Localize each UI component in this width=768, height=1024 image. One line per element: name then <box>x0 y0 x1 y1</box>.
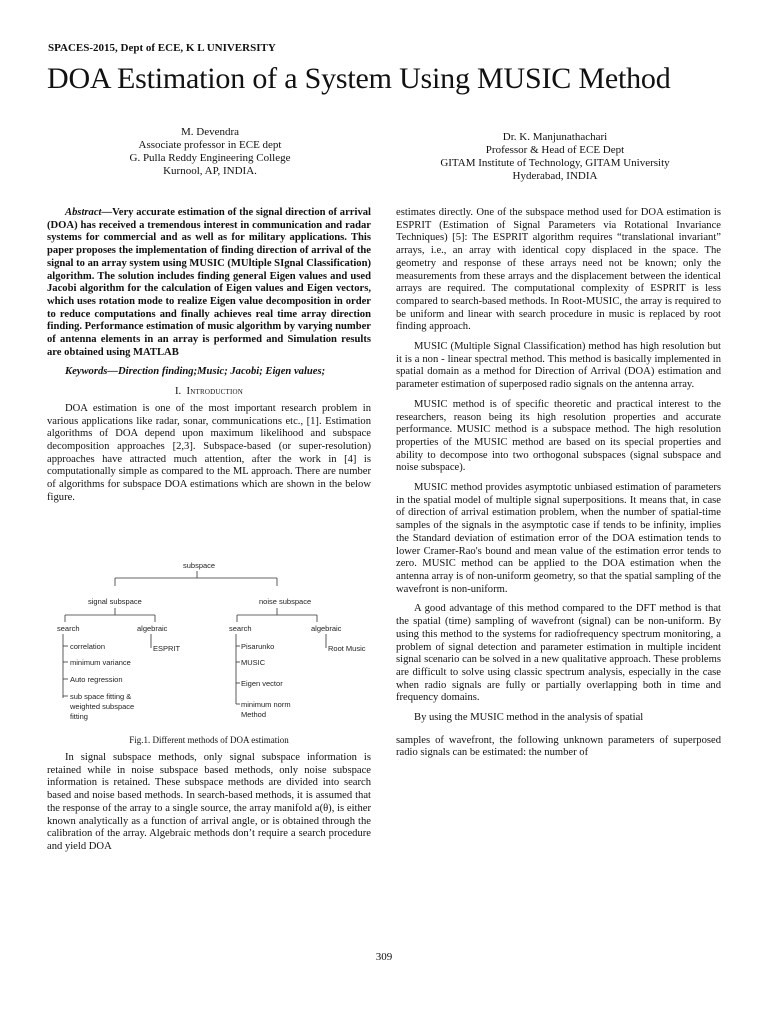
figure-item: correlation <box>70 642 106 651</box>
paragraph: MUSIC method is of specific theoretic and practical interest to the researchers, reason being its high resolution properties and accurate performance. MUSIC method is a subspace method. The high resolution properties of the MUSIC method are based on its special properties and ability to decompose into two orthogonal subspaces (signal subspace and noise subspace). <box>396 398 721 474</box>
figure-node-noise-subspace: noise subspace <box>259 597 312 606</box>
figure-item: minimum variance <box>70 658 131 667</box>
left-column <box>47 207 371 511</box>
conference-header: SPACES-2015, Dept of ECE, K L UNIVERSITY <box>48 42 276 54</box>
author-name: Dr. K. Manjunathachari <box>502 131 608 143</box>
left-column-lower <box>47 752 371 861</box>
author-location: Hyderabad, INDIA <box>512 170 598 182</box>
author-org: GITAM Institute of Technology, GITAM University <box>440 157 670 169</box>
figure-node-search: search <box>229 624 252 633</box>
figure-node-root: subspace <box>183 561 216 570</box>
figure-node-search: search <box>57 624 80 633</box>
paragraph: MUSIC method provides asymptotic unbiased estimation of parameters in the spatial model of multiple signal superpositions. It means that, in case of direction of arrival estimation problem, when the number of spatial-time samples of the signals in the asymptotic case if tends to be infinity, implies the Standard deviation of estimation error of the DOA estimation tends to lower Cramer-Rao's bound and mean value of the estimation error tends to zero. MUSIC method can be applied to the DOA estimation when the antenna array is of non-uniform geometry, so that the spatial sampling of the wavefront is non-uniform. <box>396 482 721 595</box>
right-column <box>396 207 721 767</box>
keywords: Keywords—Direction finding;Music; Jacobi; Eigen values; <box>65 366 326 378</box>
abstract <box>47 207 371 359</box>
figure-item: Auto regression <box>70 675 123 684</box>
paragraph: estimates directly. One of the subspace method used for DOA estimation is ESPRIT (Estimation of Signal Parameters via Rotational Invariance Techniques) [5]: The ESPRIT algorithm requires “translational invariant” arrays, i.e., an array with identical copy displaced in the space. The geometry and response of these arrays need not be known; only the measurements from these arrays and the displacement between the identical arrays are required. The computational complexity of ESPRIT is less compared to search-based methods. In Root-MUSIC, the array is required to be uniform and linear with search procedure in music is replaced by root finding approach. <box>396 207 721 333</box>
author-block-2 <box>390 131 720 183</box>
paragraph: In signal subspace methods, only signal subspace information is retained while in noise subspace based methods, only noise subspace information is retained. These subspace methods are divided into search based and noise based methods. In search-based methods, it is assumed that the response of the array to a single source, the array manifold a(θ), is either known analytically as a function of arrival angle, or is obtained through the calibration of the array. Algebraic methods don’t require a search procedure and yield DOA <box>47 752 371 852</box>
paragraph: A good advantage of this method compared to the DFT method is that the spatial (time) sampling of wavefront (signal) can be non-uniform. By using this method to the systems for radiofrequency spectrum monitoring, a problem of signal detection and parameter estimation in multiple incident signal scenario can be solved in a new qualitative approach. These problems are difficult to solve using classic spectrum analysis, especially in the case when radio signals are fully or partially overlapping both in time and frequency domains. <box>396 603 721 704</box>
figure-node-algebraic: algebraic <box>137 624 168 633</box>
abstract-lead: Abstract <box>65 207 102 218</box>
paragraph: By using the MUSIC method in the analysis of spatial <box>414 712 644 724</box>
paper-title: DOA Estimation of a System Using MUSIC Method <box>47 62 671 95</box>
section-title: Introduction <box>186 386 243 398</box>
figure-item: Eigen vector <box>241 679 283 688</box>
author-block-1 <box>60 126 360 178</box>
figure-doa-methods <box>55 558 375 728</box>
figure-caption: Fig.1. Different methods of DOA estimation <box>129 735 289 745</box>
author-role: Professor & Head of ECE Dept <box>485 144 625 156</box>
author-role: Associate professor in ECE dept <box>138 139 282 151</box>
section-heading <box>47 386 371 399</box>
paragraph: samples of wavefront, the following unknown parameters of superposed radio signals can be estimated: the number of <box>396 734 721 759</box>
figure-node-algebraic: algebraic <box>311 624 342 633</box>
author-org: G. Pulla Reddy Engineering College <box>129 152 291 164</box>
paragraph: DOA estimation is one of the most important research problem in various applications like radar, sonar, communications etc., [1]. Estimation algorithms of DOA depend upon maximum likelihood and subspace decomposition approaches [2,3]. Subspace-based (or super-resolution) approaches have attracted much attention, after the work in [4] is computationally simple as compared to the ML approach. There are number of algorithms for subspace DOA estimations which are shown in the below figure. <box>47 402 371 503</box>
figure-item: MUSIC <box>241 658 266 667</box>
author-location: Kurnool, AP, INDIA. <box>163 165 257 177</box>
figure-item: Root Music <box>328 644 366 653</box>
section-number: I. <box>175 386 182 398</box>
author-name: M. Devendra <box>180 126 240 138</box>
paragraph: MUSIC (Multiple Signal Classification) method has high resolution but it is a non - linear spectral method. This method is basically implemented in spatial domain as a method for Direction of Arrival (DOA) estimation and parameter estimation of superposed radio signals on the antenna array. <box>396 341 721 391</box>
figure-item: weighted subspace <box>70 702 135 711</box>
figure-item: ESPRIT <box>153 644 181 653</box>
figure-item: Method <box>241 710 267 719</box>
figure-item: sub space fitting & <box>70 692 132 701</box>
abstract-text: —Very accurate estimation of the signal direction of arrival (DOA) has received a tremendous interest in communication and radar systems for commercial and as well as for military applications. This paper proposes the implementation of finding direction of arrival of the signal to an array system using MUSIC (MUltiple SIgnal Classification) algorithm. The solution includes finding general Eigen values and used Jacobi algorithm for the calculation of Eigen values and Eigen vectors, which uses rotation mode to realize Eigen value decomposition in order to reduce computations and finally achieves real time array direction finding. Performance estimation of music algorithm by varying number of antenna elements in an array is performed and Simulation results are obtained using MATLAB <box>47 207 372 358</box>
figure-item: Pisarunko <box>241 642 275 651</box>
figure-item: fitting <box>70 712 88 721</box>
figure-item: minimum norm <box>241 700 291 709</box>
page-number: 309 <box>375 951 393 963</box>
figure-node-signal-subspace: signal subspace <box>88 597 142 606</box>
